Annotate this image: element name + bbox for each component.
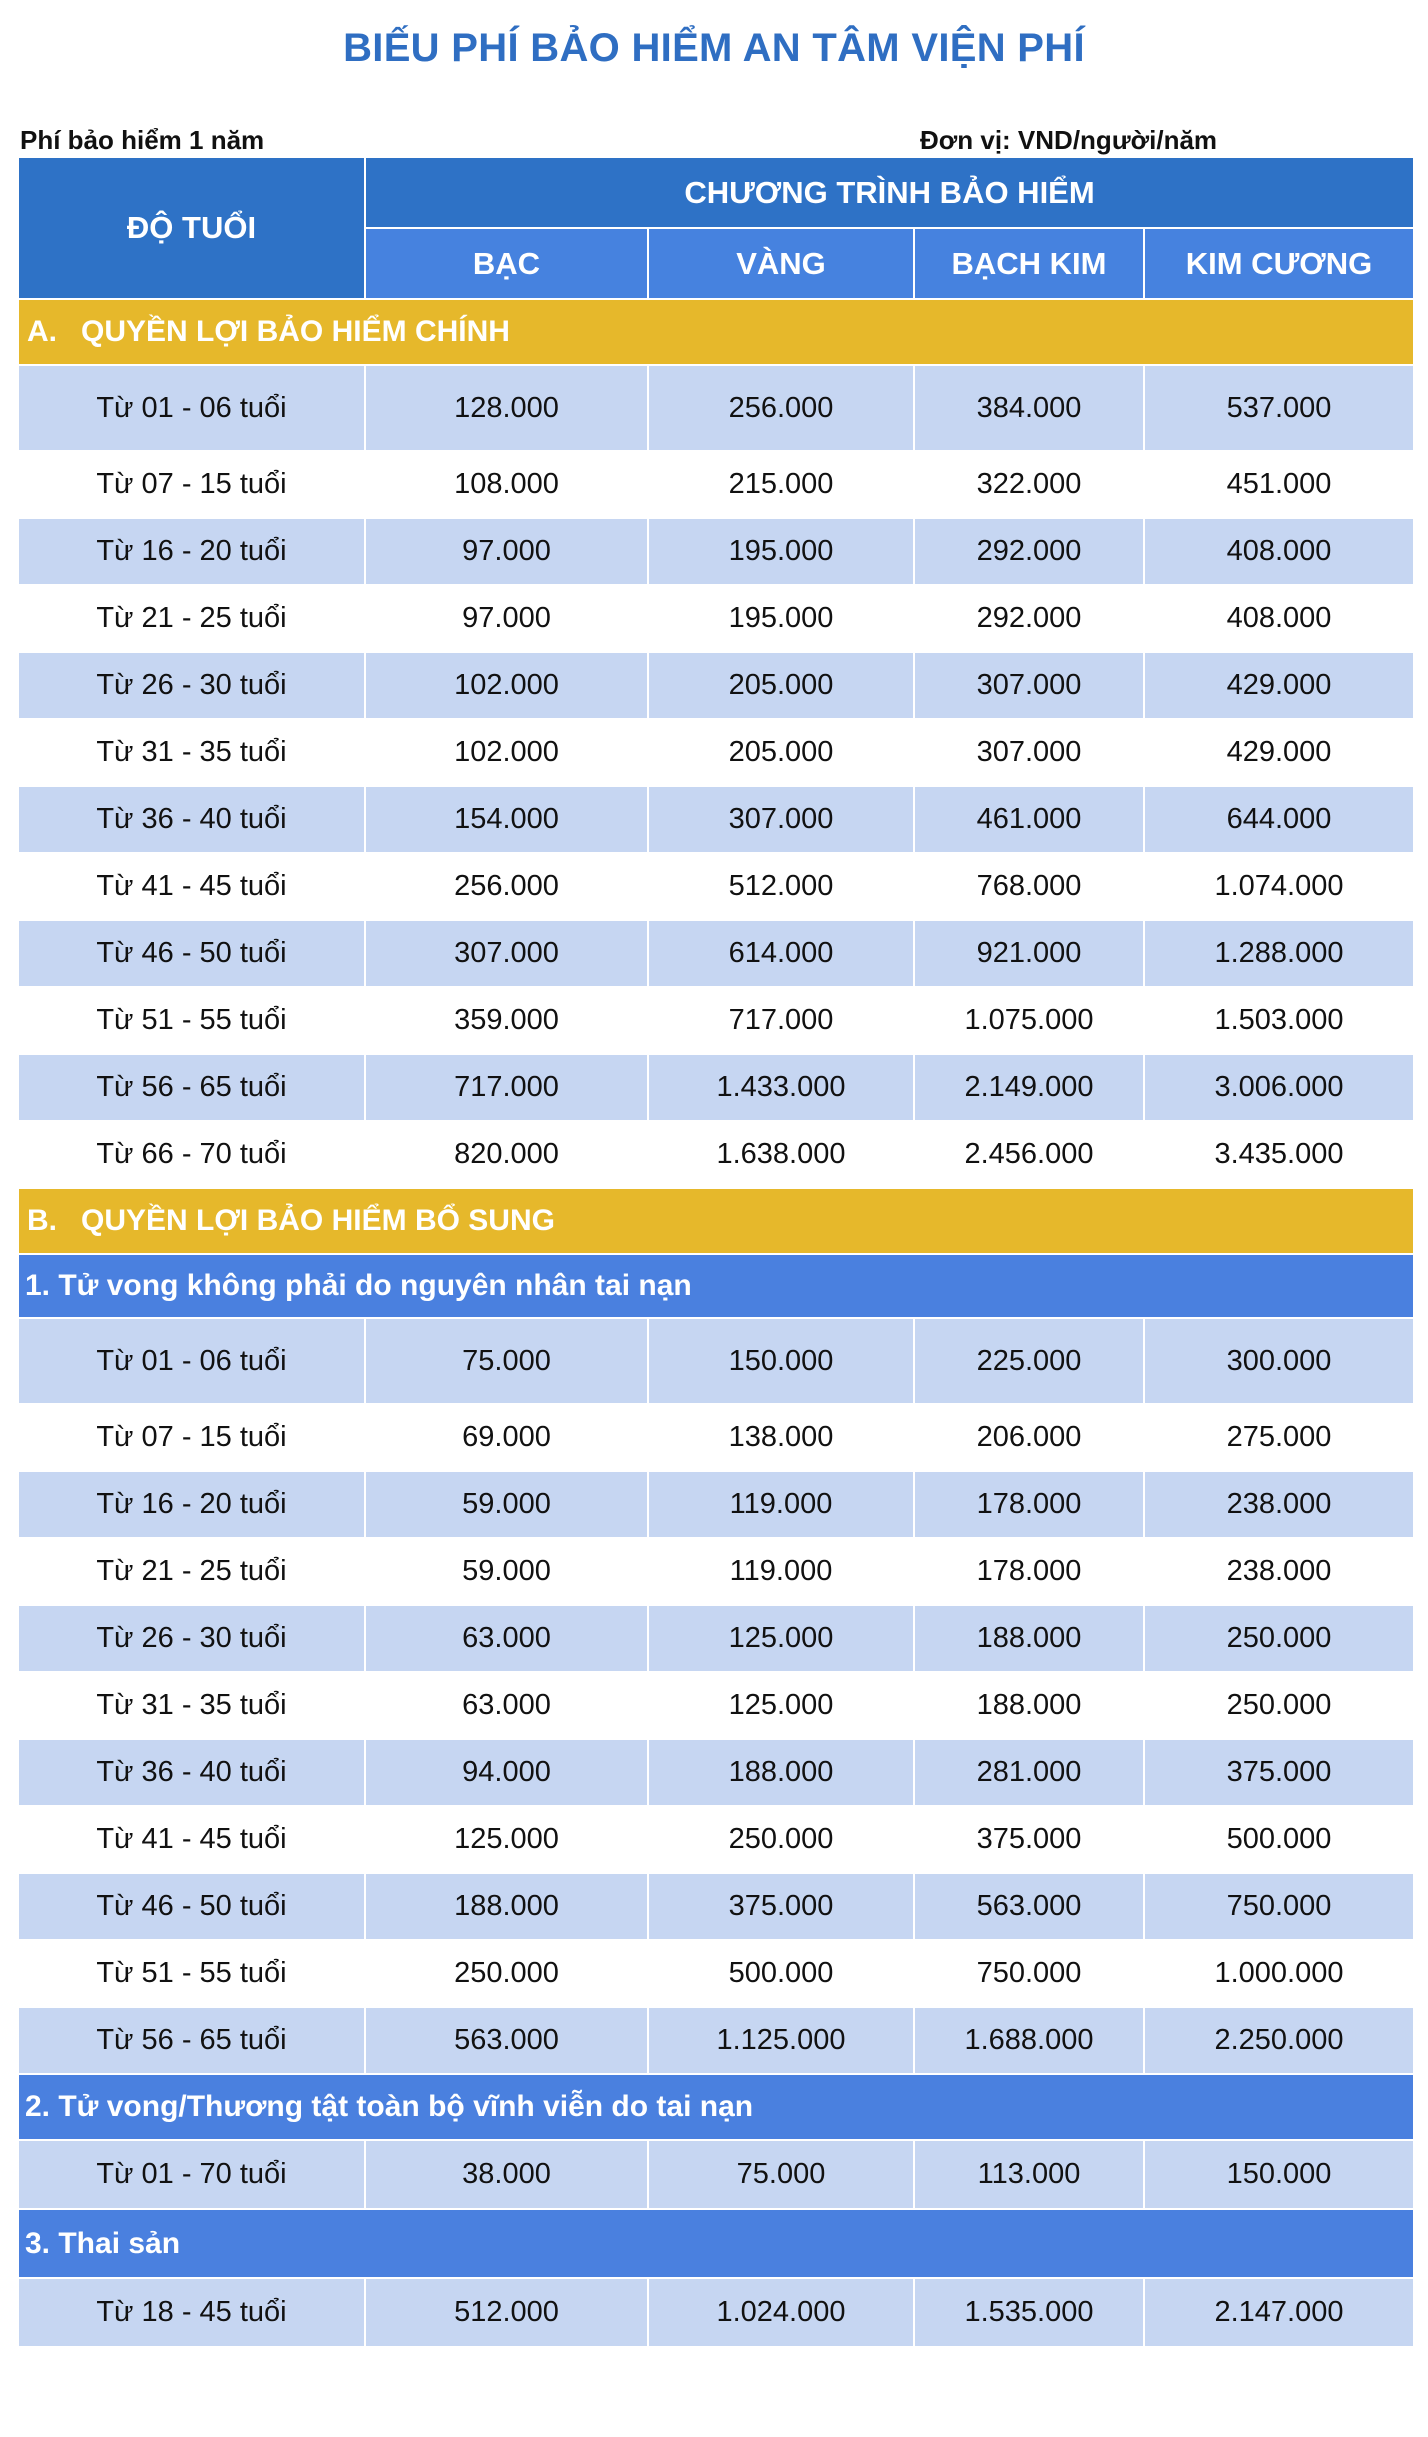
table-row bbox=[18, 1054, 1414, 1121]
price-bac: 97.000 bbox=[365, 518, 648, 585]
price-vang: 1.024.000 bbox=[648, 2278, 914, 2347]
price-kim-cuong: 238.000 bbox=[1144, 1471, 1414, 1538]
price-bac: 188.000 bbox=[365, 1873, 648, 1940]
price-vang: 119.000 bbox=[648, 1471, 914, 1538]
table-row bbox=[18, 1404, 1414, 1471]
price-vang: 1.638.000 bbox=[648, 1121, 914, 1188]
table-row bbox=[18, 1471, 1414, 1538]
subsection-3-heading bbox=[18, 2209, 1414, 2278]
section-a-heading-number: A. bbox=[27, 315, 57, 348]
price-vang: 717.000 bbox=[648, 987, 914, 1054]
price-bach-kim: 206.000 bbox=[914, 1404, 1144, 1471]
price-bach-kim: 292.000 bbox=[914, 585, 1144, 652]
price-bac: 63.000 bbox=[365, 1672, 648, 1739]
price-kim-cuong: 300.000 bbox=[1144, 1318, 1414, 1404]
caption-annual-premium: Phí bảo hiểm 1 năm bbox=[20, 125, 265, 155]
age-range: Từ 01 - 70 tuổi bbox=[18, 2140, 365, 2209]
price-bach-kim: 178.000 bbox=[914, 1538, 1144, 1605]
price-bach-kim: 307.000 bbox=[914, 719, 1144, 786]
price-bac: 94.000 bbox=[365, 1739, 648, 1806]
table-row bbox=[18, 1538, 1414, 1605]
price-kim-cuong: 1.074.000 bbox=[1144, 853, 1414, 920]
table-row bbox=[18, 518, 1414, 585]
section-a-heading-title: QUYỀN LỢI BẢO HIỂM CHÍNH bbox=[81, 315, 510, 348]
price-kim-cuong: 429.000 bbox=[1144, 652, 1414, 719]
price-bac: 108.000 bbox=[365, 451, 648, 518]
price-vang: 614.000 bbox=[648, 920, 914, 987]
premium-table bbox=[17, 156, 1415, 2348]
header-plan-kim-cuong: KIM CƯƠNG bbox=[1144, 228, 1414, 299]
price-vang: 119.000 bbox=[648, 1538, 914, 1605]
price-bach-kim: 188.000 bbox=[914, 1672, 1144, 1739]
price-kim-cuong: 275.000 bbox=[1144, 1404, 1414, 1471]
subsection-1-heading bbox=[18, 1254, 1414, 1318]
price-kim-cuong: 451.000 bbox=[1144, 451, 1414, 518]
age-range: Từ 51 - 55 tuổi bbox=[18, 987, 365, 1054]
price-vang: 205.000 bbox=[648, 719, 914, 786]
price-vang: 125.000 bbox=[648, 1605, 914, 1672]
price-kim-cuong: 1.000.000 bbox=[1144, 1940, 1414, 2007]
age-range: Từ 36 - 40 tuổi bbox=[18, 786, 365, 853]
price-kim-cuong: 2.250.000 bbox=[1144, 2007, 1414, 2074]
age-range: Từ 21 - 25 tuổi bbox=[18, 585, 365, 652]
price-vang: 500.000 bbox=[648, 1940, 914, 2007]
price-bach-kim: 188.000 bbox=[914, 1605, 1144, 1672]
price-kim-cuong: 150.000 bbox=[1144, 2140, 1414, 2209]
subsection-2-heading-title: 2. Tử vong/Thương tật toàn bộ vĩnh viễn do tai nạn bbox=[18, 2074, 1414, 2140]
age-range: Từ 41 - 45 tuổi bbox=[18, 1806, 365, 1873]
price-vang: 512.000 bbox=[648, 853, 914, 920]
age-range: Từ 41 - 45 tuổi bbox=[18, 853, 365, 920]
age-range: Từ 26 - 30 tuổi bbox=[18, 652, 365, 719]
header-program: CHƯƠNG TRÌNH BẢO HIỂM bbox=[365, 157, 1414, 228]
price-bac: 128.000 bbox=[365, 365, 648, 451]
price-kim-cuong: 408.000 bbox=[1144, 518, 1414, 585]
price-bach-kim: 2.456.000 bbox=[914, 1121, 1144, 1188]
price-kim-cuong: 537.000 bbox=[1144, 365, 1414, 451]
price-vang: 188.000 bbox=[648, 1739, 914, 1806]
table-row bbox=[18, 2007, 1414, 2074]
price-bac: 75.000 bbox=[365, 1318, 648, 1404]
price-bach-kim: 1.075.000 bbox=[914, 987, 1144, 1054]
table-row bbox=[18, 365, 1414, 451]
table-row bbox=[18, 1605, 1414, 1672]
price-kim-cuong: 500.000 bbox=[1144, 1806, 1414, 1873]
age-range: Từ 21 - 25 tuổi bbox=[18, 1538, 365, 1605]
price-bach-kim: 281.000 bbox=[914, 1739, 1144, 1806]
table-row bbox=[18, 1318, 1414, 1404]
subsection-3-heading-title: 3. Thai sản bbox=[18, 2209, 1414, 2278]
price-bach-kim: 1.688.000 bbox=[914, 2007, 1144, 2074]
price-bach-kim: 768.000 bbox=[914, 853, 1144, 920]
age-range: Từ 31 - 35 tuổi bbox=[18, 719, 365, 786]
age-range: Từ 66 - 70 tuổi bbox=[18, 1121, 365, 1188]
price-bach-kim: 375.000 bbox=[914, 1806, 1144, 1873]
header-plan-bac: BẠC bbox=[365, 228, 648, 299]
age-range: Từ 51 - 55 tuổi bbox=[18, 1940, 365, 2007]
age-range: Từ 16 - 20 tuổi bbox=[18, 518, 365, 585]
age-range: Từ 46 - 50 tuổi bbox=[18, 1873, 365, 1940]
price-bac: 102.000 bbox=[365, 652, 648, 719]
price-bac: 69.000 bbox=[365, 1404, 648, 1471]
table-row bbox=[18, 1806, 1414, 1873]
price-bac: 563.000 bbox=[365, 2007, 648, 2074]
age-range: Từ 18 - 45 tuổi bbox=[18, 2278, 365, 2347]
age-range: Từ 01 - 06 tuổi bbox=[18, 1318, 365, 1404]
table-row bbox=[18, 1739, 1414, 1806]
age-range: Từ 46 - 50 tuổi bbox=[18, 920, 365, 987]
table-row bbox=[18, 987, 1414, 1054]
price-kim-cuong: 750.000 bbox=[1144, 1873, 1414, 1940]
section-a-heading-label bbox=[18, 299, 1414, 365]
section-b-heading-title: QUYỀN LỢI BẢO HIỂM BỔ SUNG bbox=[81, 1204, 555, 1237]
price-bac: 154.000 bbox=[365, 786, 648, 853]
price-bach-kim: 563.000 bbox=[914, 1873, 1144, 1940]
price-vang: 150.000 bbox=[648, 1318, 914, 1404]
price-kim-cuong: 2.147.000 bbox=[1144, 2278, 1414, 2347]
price-bach-kim: 750.000 bbox=[914, 1940, 1144, 2007]
price-bac: 820.000 bbox=[365, 1121, 648, 1188]
price-bach-kim: 113.000 bbox=[914, 2140, 1144, 2209]
section-a-heading bbox=[18, 299, 1414, 365]
price-vang: 195.000 bbox=[648, 585, 914, 652]
price-vang: 307.000 bbox=[648, 786, 914, 853]
age-range: Từ 36 - 40 tuổi bbox=[18, 1739, 365, 1806]
price-bach-kim: 921.000 bbox=[914, 920, 1144, 987]
price-bac: 97.000 bbox=[365, 585, 648, 652]
section-b-heading bbox=[18, 1188, 1414, 1254]
price-bac: 59.000 bbox=[365, 1471, 648, 1538]
price-vang: 195.000 bbox=[648, 518, 914, 585]
table-row bbox=[18, 451, 1414, 518]
price-bac: 59.000 bbox=[365, 1538, 648, 1605]
price-vang: 1.125.000 bbox=[648, 2007, 914, 2074]
price-bach-kim: 307.000 bbox=[914, 652, 1144, 719]
price-bach-kim: 178.000 bbox=[914, 1471, 1144, 1538]
table-row bbox=[18, 719, 1414, 786]
caption-unit: Đơn vị: VND/người/năm bbox=[920, 125, 1218, 155]
age-range: Từ 07 - 15 tuổi bbox=[18, 451, 365, 518]
price-vang: 375.000 bbox=[648, 1873, 914, 1940]
price-kim-cuong: 250.000 bbox=[1144, 1672, 1414, 1739]
section-b-heading-number: B. bbox=[27, 1204, 57, 1237]
price-kim-cuong: 238.000 bbox=[1144, 1538, 1414, 1605]
age-range: Từ 56 - 65 tuổi bbox=[18, 2007, 365, 2074]
price-kim-cuong: 408.000 bbox=[1144, 585, 1414, 652]
age-range: Từ 01 - 06 tuổi bbox=[18, 365, 365, 451]
table-row bbox=[18, 853, 1414, 920]
price-vang: 205.000 bbox=[648, 652, 914, 719]
table-row bbox=[18, 1672, 1414, 1739]
subsection-1-heading-title: 1. Tử vong không phải do nguyên nhân tai nạn bbox=[18, 1254, 1414, 1318]
table-row bbox=[18, 1121, 1414, 1188]
header-plan-bach-kim: BẠCH KIM bbox=[914, 228, 1144, 299]
price-vang: 250.000 bbox=[648, 1806, 914, 1873]
table-row bbox=[18, 585, 1414, 652]
price-bac: 102.000 bbox=[365, 719, 648, 786]
price-kim-cuong: 3.006.000 bbox=[1144, 1054, 1414, 1121]
price-vang: 75.000 bbox=[648, 2140, 914, 2209]
price-bach-kim: 292.000 bbox=[914, 518, 1144, 585]
table-row bbox=[18, 652, 1414, 719]
age-range: Từ 07 - 15 tuổi bbox=[18, 1404, 365, 1471]
price-bac: 256.000 bbox=[365, 853, 648, 920]
price-vang: 138.000 bbox=[648, 1404, 914, 1471]
header-row-top bbox=[18, 157, 1414, 228]
price-vang: 125.000 bbox=[648, 1672, 914, 1739]
price-bac: 38.000 bbox=[365, 2140, 648, 2209]
price-vang: 256.000 bbox=[648, 365, 914, 451]
price-bac: 63.000 bbox=[365, 1605, 648, 1672]
age-range: Từ 26 - 30 tuổi bbox=[18, 1605, 365, 1672]
table-row bbox=[18, 920, 1414, 987]
age-range: Từ 31 - 35 tuổi bbox=[18, 1672, 365, 1739]
price-bach-kim: 2.149.000 bbox=[914, 1054, 1144, 1121]
price-bach-kim: 322.000 bbox=[914, 451, 1144, 518]
price-kim-cuong: 375.000 bbox=[1144, 1739, 1414, 1806]
table-row bbox=[18, 2278, 1414, 2347]
header-plan-vang: VÀNG bbox=[648, 228, 914, 299]
table-row bbox=[18, 2140, 1414, 2209]
price-bach-kim: 384.000 bbox=[914, 365, 1144, 451]
price-vang: 1.433.000 bbox=[648, 1054, 914, 1121]
table-row bbox=[18, 786, 1414, 853]
price-vang: 215.000 bbox=[648, 451, 914, 518]
table-row bbox=[18, 1873, 1414, 1940]
age-range: Từ 16 - 20 tuổi bbox=[18, 1471, 365, 1538]
price-bac: 717.000 bbox=[365, 1054, 648, 1121]
table-row bbox=[18, 1940, 1414, 2007]
price-bac: 512.000 bbox=[365, 2278, 648, 2347]
price-kim-cuong: 644.000 bbox=[1144, 786, 1414, 853]
price-bac: 125.000 bbox=[365, 1806, 648, 1873]
page-title: BIẾU PHÍ BẢO HIỂM AN TÂM VIỆN PHÍ bbox=[343, 26, 1085, 70]
section-b-heading-label bbox=[18, 1188, 1414, 1254]
price-kim-cuong: 1.288.000 bbox=[1144, 920, 1414, 987]
price-kim-cuong: 429.000 bbox=[1144, 719, 1414, 786]
subsection-2-heading bbox=[18, 2074, 1414, 2140]
price-kim-cuong: 3.435.000 bbox=[1144, 1121, 1414, 1188]
price-kim-cuong: 1.503.000 bbox=[1144, 987, 1414, 1054]
header-age: ĐỘ TUỔI bbox=[18, 157, 365, 299]
price-kim-cuong: 250.000 bbox=[1144, 1605, 1414, 1672]
price-bach-kim: 225.000 bbox=[914, 1318, 1144, 1404]
price-bach-kim: 461.000 bbox=[914, 786, 1144, 853]
price-bach-kim: 1.535.000 bbox=[914, 2278, 1144, 2347]
price-bac: 359.000 bbox=[365, 987, 648, 1054]
price-bac: 250.000 bbox=[365, 1940, 648, 2007]
age-range: Từ 56 - 65 tuổi bbox=[18, 1054, 365, 1121]
price-bac: 307.000 bbox=[365, 920, 648, 987]
